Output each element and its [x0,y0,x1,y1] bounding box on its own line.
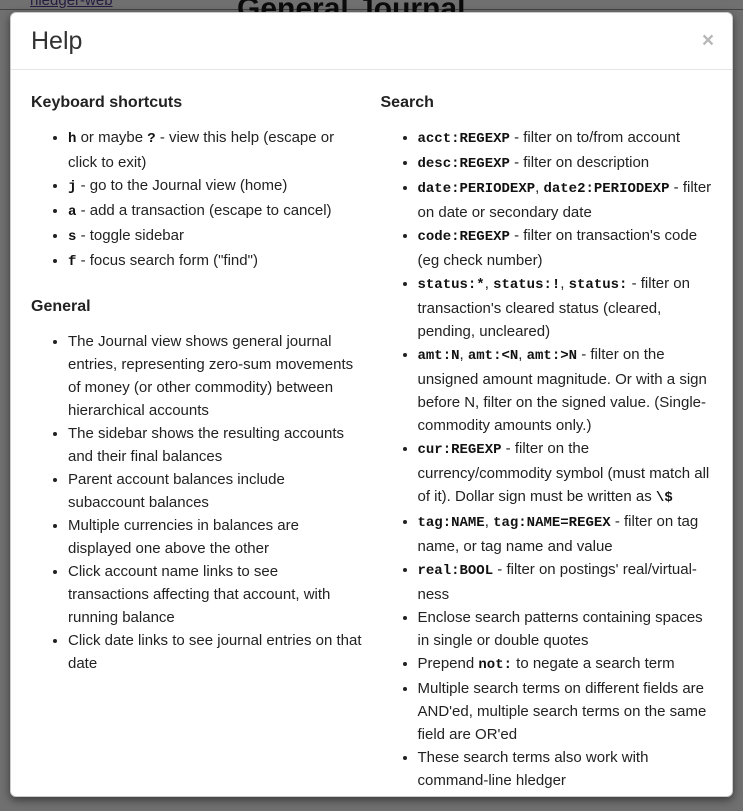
code-term: tag:NAME [417,515,485,531]
help-list-item: • j - go to the Journal view (home) [68,174,363,199]
section-heading: General [31,298,91,315]
code-term: not: [478,657,512,673]
modal-body [11,70,732,797]
code-term: real:BOOL [417,563,494,579]
help-list [31,126,363,274]
section-heading: Keyboard shortcuts [31,94,183,111]
code-term: status: [568,277,628,293]
code-term: j [68,179,77,195]
code-term: f [68,254,77,270]
help-list-item: • Enclose search patterns containing spaces in single or double quotes [418,606,713,652]
code-term: acct:REGEXP [417,131,510,147]
help-list-item: • The Journal view shows general journal entries, representing zero-sum movements of money (or other commodity) between hierarchical accounts [68,330,363,422]
code-term: h [68,131,77,147]
code-term: amt:N [417,348,460,364]
help-list-item: • date:PERIODEXP, date2:PERIODEXP - filter on date or secondary date [418,176,713,224]
code-term: amt:<N [467,348,519,364]
code-term: code:REGEXP [417,229,510,245]
code-term: status:! [493,277,561,293]
help-list [381,126,713,792]
help-column-left [31,90,363,797]
code-term: status:* [417,277,485,293]
help-list [31,330,363,675]
help-list-item: • f - focus search form ("find") [68,249,363,274]
code-term: \$ [655,490,673,506]
help-list-item: • desc:REGEXP - filter on description [418,151,713,176]
help-list-item: • acct:REGEXP - filter on to/from account [418,126,713,151]
help-list-item: • cur:REGEXP - filter on the currency/commodity symbol (must match all of it). Dollar sign must be written as \$ [418,437,713,510]
help-list-item: • tag:NAME, tag:NAME=REGEX - filter on tag name, or tag name and value [418,510,713,558]
help-modal [10,12,733,797]
help-list-item: • These search terms also work with command-line hledger [418,746,713,792]
code-term: amt:>N [526,348,578,364]
help-list-item: • The sidebar shows the resulting accounts and their final balances [68,422,363,468]
code-term: desc:REGEXP [417,156,510,172]
code-term: date:PERIODEXP [417,181,536,197]
code-term: cur:REGEXP [417,442,502,458]
section-heading: Search [380,94,434,111]
help-list-item: • real:BOOL - filter on postings' real/virtual-ness [418,558,713,606]
code-term: ? [147,131,156,147]
code-term: a [68,204,77,220]
help-list-item: • s - toggle sidebar [68,224,363,249]
code-term: s [68,229,77,245]
help-list-item: • code:REGEXP - filter on transaction's code (eg check number) [418,224,713,272]
code-term: tag:NAME=REGEX [493,515,611,531]
help-list-item: • Multiple search terms on different fields are AND'ed, multiple search terms on the same field are OR'ed [418,677,713,746]
help-list-item: • amt:N, amt:<N, amt:>N - filter on the unsigned amount magnitude. Or with a sign before N, filter on the signed value. (Single-commodity amounts only.) [418,343,713,437]
code-term: date2:PERIODEXP [543,181,670,197]
modal-header [11,13,732,70]
help-list-item: • status:*, status:!, status: - filter on transaction's cleared status (cleared, pending, uncleared) [418,272,713,343]
close-icon[interactable]: × [698,31,718,51]
help-list-item: • Parent account balances include subaccount balances [68,468,363,514]
help-list-item: • Click account name links to see transactions affecting that account, with running balance [68,560,363,629]
help-list-item: • a - add a transaction (escape to cancel) [68,199,363,224]
help-list-item: • Click date links to see journal entries on that date [68,629,363,675]
help-list-item: • h or maybe ? - view this help (escape or click to exit) [68,126,363,174]
help-list-item: • Prepend not: to negate a search term [418,652,713,677]
modal-title: Help [31,27,83,55]
help-list-item: • Multiple currencies in balances are displayed one above the other [68,514,363,560]
help-column-right [381,90,713,797]
